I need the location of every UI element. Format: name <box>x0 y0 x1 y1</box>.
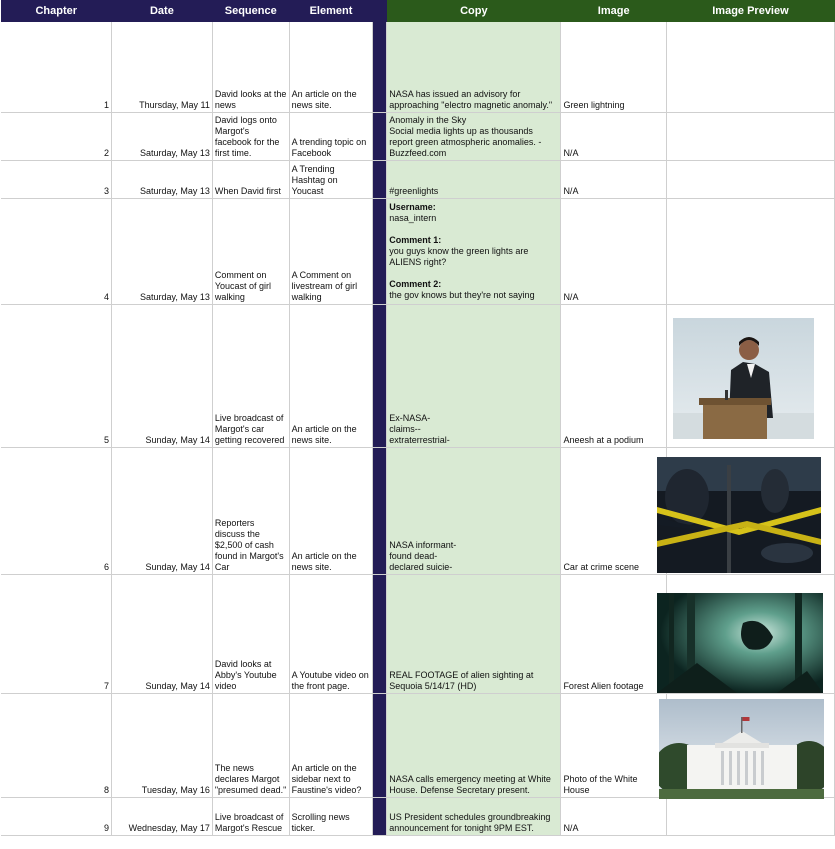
table-row <box>1 198 835 304</box>
header-sequence[interactable]: Sequence <box>212 0 289 22</box>
value-comment-1: you guys know the green lights are ALIENS right? <box>389 245 529 267</box>
cell-copy[interactable]: REAL FOOTAGE of alien sighting at Sequoia 5/14/17 (HD) <box>387 574 561 693</box>
header-element[interactable]: Element <box>289 0 373 22</box>
label-username: Username: <box>389 201 436 212</box>
cell-image[interactable]: N/A <box>561 112 666 160</box>
cell-sequence[interactable]: David looks at the news <box>212 22 289 112</box>
column-separator <box>373 198 387 304</box>
forest-footage-photo[interactable] <box>657 593 823 693</box>
cell-image[interactable]: N/A <box>561 797 666 835</box>
crime-scene-photo-svg <box>657 457 821 573</box>
cell-copy[interactable]: Ex-NASA- claims-- extraterrestrial- <box>387 304 561 447</box>
table-row <box>1 797 835 835</box>
column-separator <box>373 304 387 447</box>
table-row <box>1 160 835 198</box>
cell-element[interactable]: A Youtube video on the front page. <box>289 574 373 693</box>
cell-copy[interactable]: #greenlights <box>387 160 561 198</box>
cell-sequence[interactable]: Live broadcast of Margot's Rescue <box>212 797 289 835</box>
cell-chapter[interactable]: 9 <box>1 797 111 835</box>
column-separator <box>373 797 387 835</box>
cell-sequence[interactable]: Live broadcast of Margot's car getting recovered <box>212 304 289 447</box>
cell-image-preview[interactable] <box>666 797 834 835</box>
cell-sequence[interactable]: Comment on Youcast of girl walking <box>212 198 289 304</box>
cell-chapter[interactable]: 4 <box>1 198 111 304</box>
cell-element[interactable]: Scrolling news ticker. <box>289 797 373 835</box>
crime-scene-photo[interactable] <box>657 457 821 573</box>
cell-element[interactable]: A Trending Hashtag on Youcast <box>289 160 373 198</box>
cell-date[interactable]: Saturday, May 13 <box>111 112 212 160</box>
cell-chapter[interactable]: 7 <box>1 574 111 693</box>
cell-copy[interactable]: US President schedules groundbreaking announcement for tonight 9PM EST. <box>387 797 561 835</box>
cell-sequence[interactable]: Reporters discuss the $2,500 of cash found in Margot's Car <box>212 447 289 574</box>
column-separator <box>373 22 387 112</box>
cell-image-preview[interactable] <box>666 112 834 160</box>
label-comment-1: Comment 1: <box>389 234 442 245</box>
cell-chapter[interactable]: 8 <box>1 693 111 797</box>
header-image-preview[interactable]: Image Preview <box>666 0 834 22</box>
cell-image-preview[interactable] <box>666 22 834 112</box>
column-separator <box>373 693 387 797</box>
cell-date[interactable]: Saturday, May 13 <box>111 198 212 304</box>
cell-element[interactable]: A Comment on livestream of girl walking <box>289 198 373 304</box>
cell-element[interactable]: An article on the news site. <box>289 22 373 112</box>
cell-element[interactable]: A trending topic on Facebook <box>289 112 373 160</box>
cell-element[interactable]: An article on the sidebar next to Faustine's video? <box>289 693 373 797</box>
table-row <box>1 22 835 112</box>
cell-sequence[interactable]: The news declares Margot "presumed dead." <box>212 693 289 797</box>
cell-date[interactable]: Sunday, May 14 <box>111 447 212 574</box>
cell-sequence[interactable]: David looks at Abby's Youtube video <box>212 574 289 693</box>
cell-image[interactable]: Photo of the White House <box>561 693 666 797</box>
column-separator <box>373 447 387 574</box>
label-comment-2: Comment 2: <box>389 278 442 289</box>
cell-date[interactable]: Sunday, May 14 <box>111 574 212 693</box>
cell-element[interactable]: An article on the news site. <box>289 304 373 447</box>
header-row <box>1 0 835 22</box>
header-image[interactable]: Image <box>561 0 666 22</box>
header-chapter[interactable]: Chapter <box>1 0 111 22</box>
cell-sequence[interactable]: David logs onto Margot's facebook for the first time. <box>212 112 289 160</box>
forest-footage-photo-svg <box>657 593 823 693</box>
cell-copy[interactable]: NASA calls emergency meeting at White House. Defense Secretary present. <box>387 693 561 797</box>
cell-chapter[interactable]: 1 <box>1 22 111 112</box>
column-separator <box>373 574 387 693</box>
cell-chapter[interactable]: 2 <box>1 112 111 160</box>
cell-date[interactable]: Sunday, May 14 <box>111 304 212 447</box>
cell-element[interactable]: An article on the news site. <box>289 447 373 574</box>
cell-copy[interactable]: NASA informant- found dead- declared suicie- <box>387 447 561 574</box>
cell-date[interactable]: Wednesday, May 17 <box>111 797 212 835</box>
cell-image[interactable]: N/A <box>561 198 666 304</box>
cell-chapter[interactable]: 5 <box>1 304 111 447</box>
cell-image[interactable]: Car at crime scene <box>561 447 666 574</box>
table-row <box>1 112 835 160</box>
column-separator <box>373 112 387 160</box>
cell-image-preview[interactable] <box>666 160 834 198</box>
podium-photo-svg <box>673 318 814 439</box>
cell-image[interactable]: N/A <box>561 160 666 198</box>
cell-chapter[interactable]: 6 <box>1 447 111 574</box>
cell-image[interactable]: Green lightning <box>561 22 666 112</box>
cell-copy[interactable]: NASA has issued an advisory for approaching "electro magnetic anomaly." <box>387 22 561 112</box>
cell-image[interactable]: Aneesh at a podium <box>561 304 666 447</box>
column-separator <box>373 160 387 198</box>
cell-copy[interactable]: Anomaly in the Sky Social media lights up as thousands report green atmospheric anomalies. - Buzzfeed.com <box>387 112 561 160</box>
cell-date[interactable]: Tuesday, May 16 <box>111 693 212 797</box>
cell-date[interactable]: Saturday, May 13 <box>111 160 212 198</box>
cell-copy[interactable] <box>387 198 561 304</box>
cell-image[interactable]: Forest Alien footage <box>561 574 666 693</box>
cell-image-preview[interactable] <box>666 198 834 304</box>
header-copy[interactable]: Copy <box>387 0 561 22</box>
cell-chapter[interactable]: 3 <box>1 160 111 198</box>
value-comment-2: the gov knows but they're not saying <box>389 289 535 300</box>
white-house-photo-svg <box>659 699 824 799</box>
header-date[interactable]: Date <box>111 0 212 22</box>
cell-date[interactable]: Thursday, May 11 <box>111 22 212 112</box>
value-username: nasa_intern <box>389 212 437 223</box>
podium-photo[interactable] <box>673 318 814 439</box>
white-house-photo[interactable] <box>659 699 824 799</box>
header-separator <box>373 0 387 22</box>
cell-sequence[interactable]: When David first <box>212 160 289 198</box>
